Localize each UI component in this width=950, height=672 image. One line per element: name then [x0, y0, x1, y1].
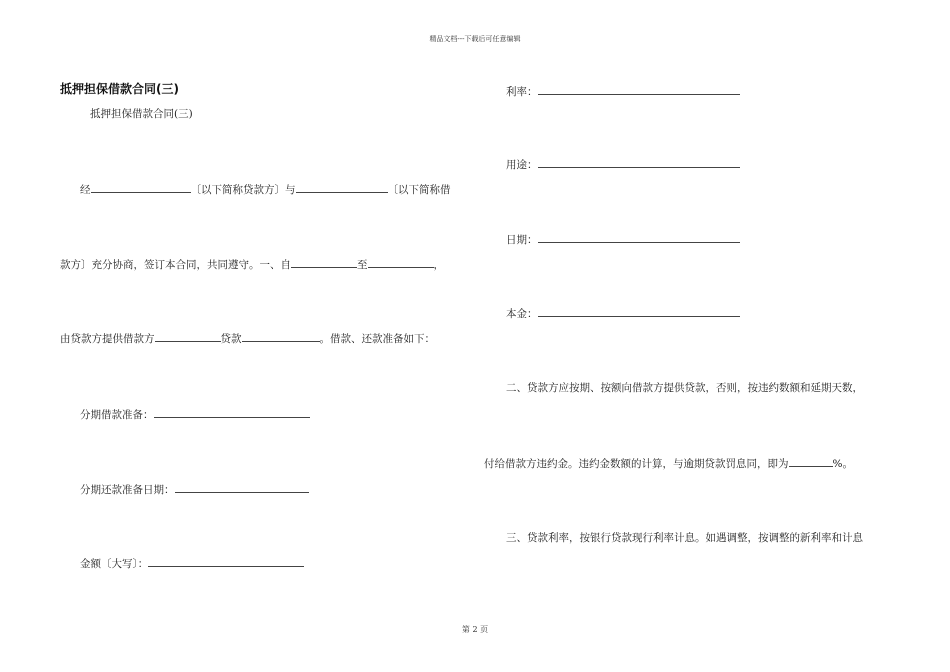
lender-name-blank[interactable] [91, 183, 191, 193]
clause-three-line1: 三、贷款利率，按银行贷款现行利率计息。如遇调整，按调整的新利率和计息 [506, 532, 863, 544]
text-lender-abbrev: 〔以下简称贷款方〕与 [190, 184, 296, 196]
paragraph-parties [80, 182, 451, 197]
installment-borrow-blank[interactable] [154, 408, 310, 418]
field-rate [506, 84, 740, 99]
date-blank[interactable] [538, 233, 740, 243]
loan-amount-blank[interactable] [242, 332, 320, 342]
label-principal: 本金： [506, 308, 538, 320]
field-date [506, 232, 740, 247]
text-to: 至 [357, 259, 368, 271]
purpose-blank[interactable] [538, 158, 740, 168]
loan-type-blank[interactable] [155, 332, 221, 342]
paragraph-loan [60, 331, 435, 346]
text-loan: 贷款 [220, 333, 242, 345]
label-amount-words: 金额〔大写〕： [80, 558, 149, 570]
principal-blank[interactable] [538, 307, 740, 317]
page-header: 精品文档---下载后可任意编辑 [429, 35, 521, 43]
field-principal [506, 306, 740, 321]
field-amount-words [80, 556, 304, 571]
clause-two-line1: 二、贷款方应按期、按额向借款方提供贷款，否则，按违约数额和延期天数， [506, 382, 863, 394]
penalty-rate-blank[interactable] [789, 457, 833, 467]
paragraph-period [60, 257, 444, 272]
field-installment-borrow [80, 407, 310, 422]
document-title: 抵押担保借款合同(三) [60, 82, 179, 96]
text-jing: 经 [80, 184, 91, 196]
amount-words-blank[interactable] [148, 557, 304, 567]
installment-repay-blank[interactable] [175, 483, 309, 493]
text-comma: ， [433, 259, 444, 271]
page-footer: 第 2 页 [461, 625, 489, 634]
text-provide: 由贷款方提供借款方 [60, 333, 155, 345]
start-date-blank[interactable] [291, 258, 357, 268]
label-rate: 利率： [506, 86, 538, 98]
text-arrangement: 。借款、还款准备如下： [319, 333, 435, 345]
label-date: 日期： [506, 234, 538, 246]
clause-two-line2 [484, 456, 853, 471]
borrower-name-blank[interactable] [296, 183, 388, 193]
rate-blank[interactable] [538, 85, 740, 95]
label-installment-borrow: 分期借款准备： [80, 409, 154, 421]
label-installment-repay: 分期还款准备日期： [80, 484, 175, 496]
end-date-blank[interactable] [368, 258, 434, 268]
label-purpose: 用途： [506, 159, 538, 171]
text-penalty: 付给借款方违约金。违约金数额的计算，与逾期贷款罚息同，即为 [484, 458, 789, 470]
text-agreement: 款方〕充分协商，签订本合同，共同遵守。一、自 [60, 259, 291, 271]
field-purpose [506, 157, 740, 172]
document-subtitle: 抵押担保借款合同(三) [90, 108, 193, 120]
field-installment-repay [80, 482, 309, 497]
text-percent: %。 [832, 458, 853, 470]
text-borrower-abbrev: 〔以下简称借 [387, 184, 451, 196]
